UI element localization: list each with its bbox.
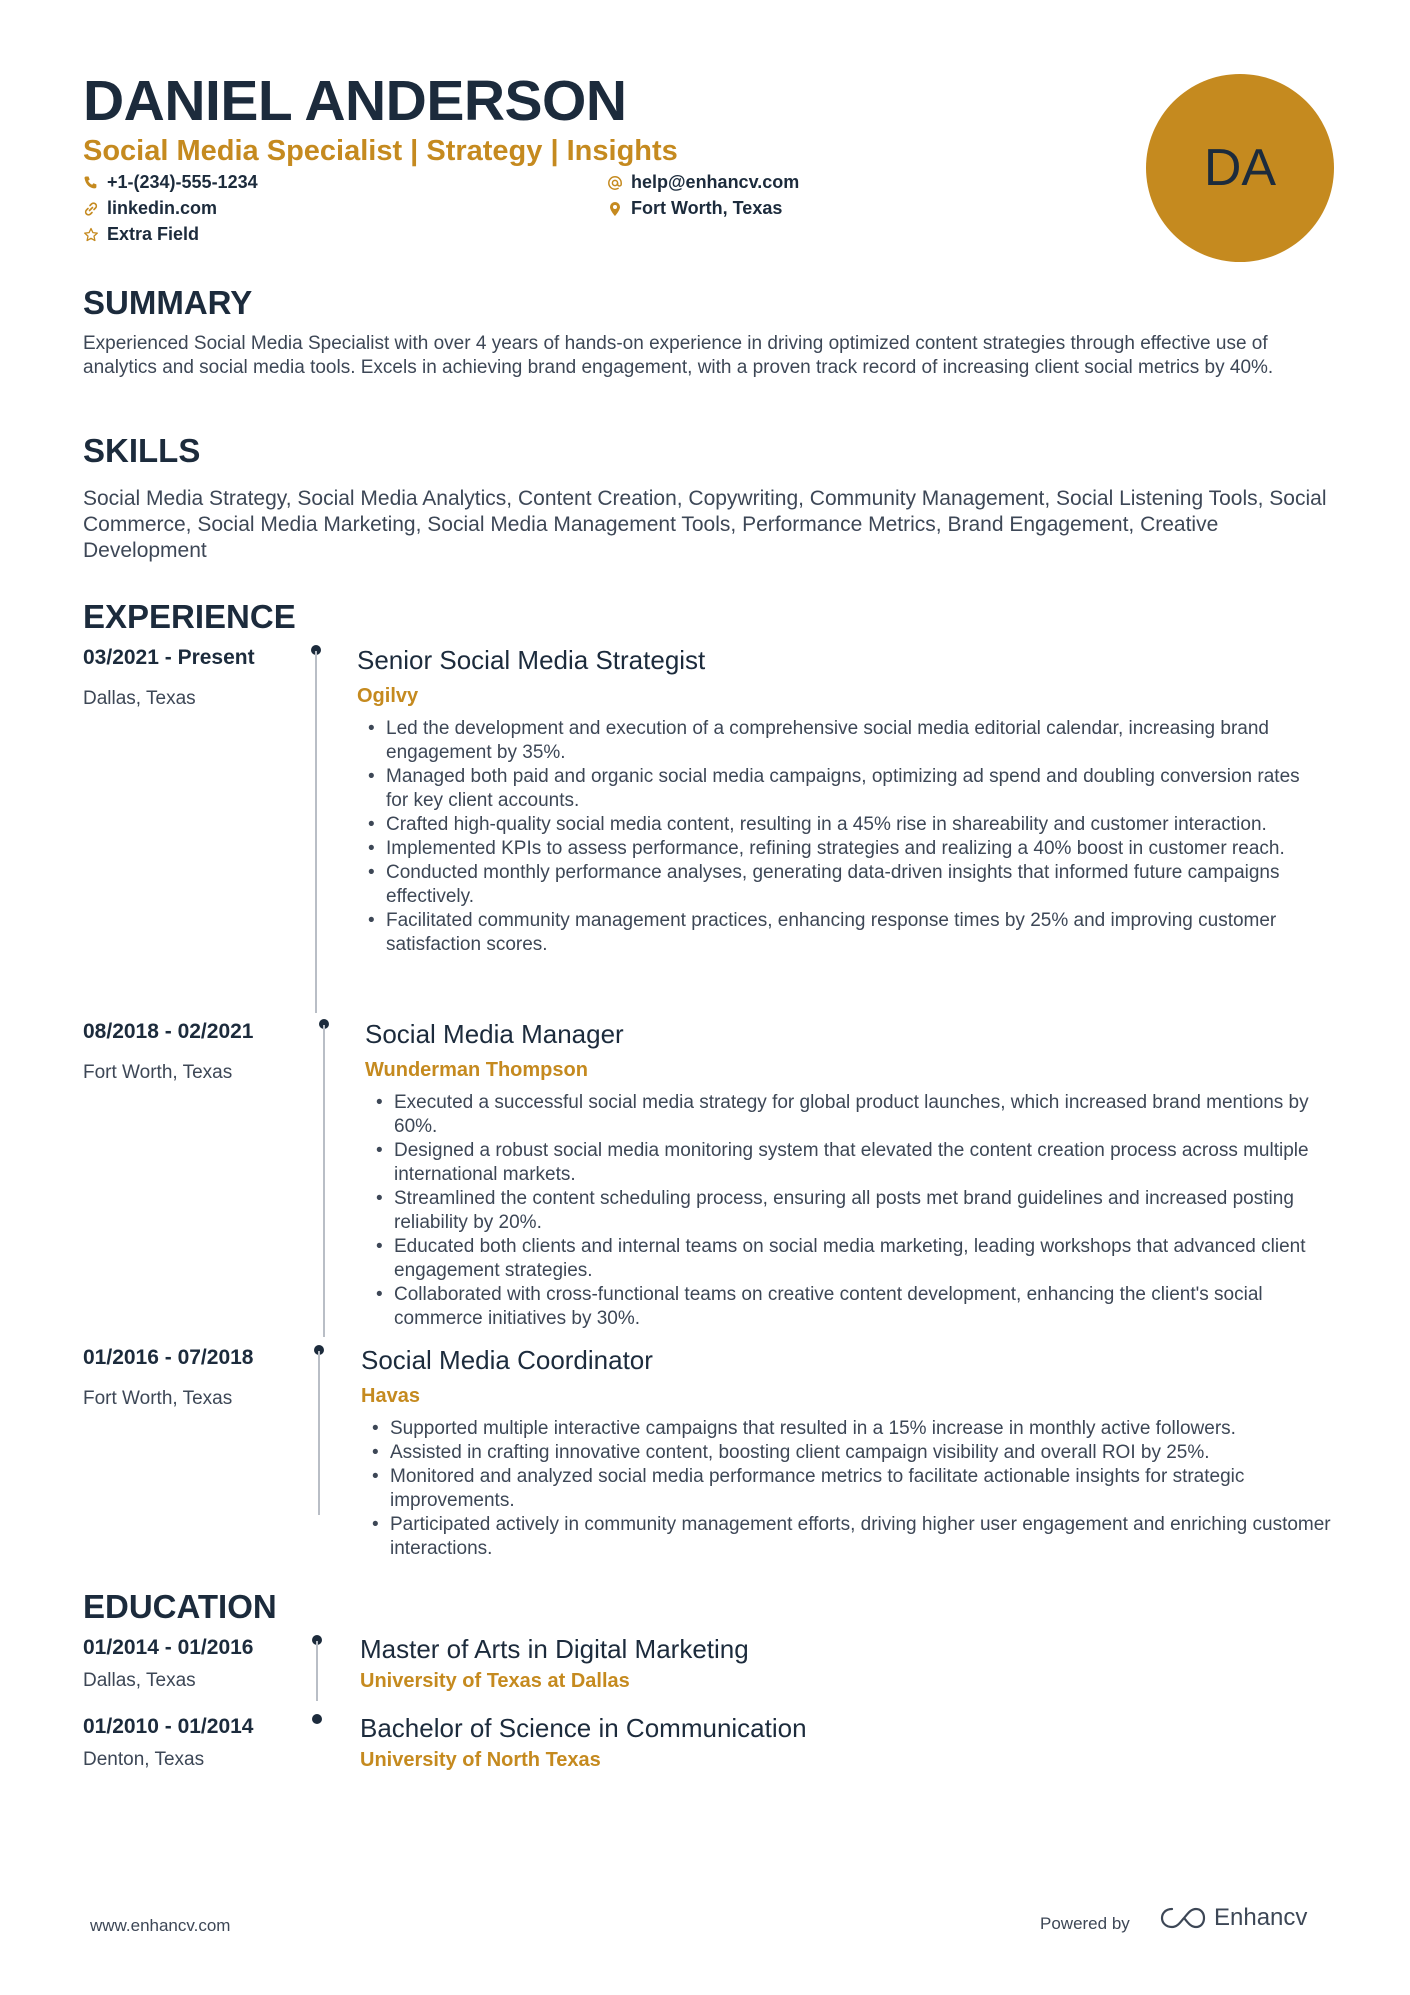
timeline-dot (312, 1714, 322, 1724)
job-location: Fort Worth, Texas (83, 1388, 233, 1409)
education-title: EDUCATION (83, 1588, 277, 1625)
map-pin-icon (607, 201, 623, 217)
brand-logo[interactable] (1160, 1904, 1307, 1932)
job-bullets (364, 717, 1324, 957)
summary-text: Experienced Social Media Specialist with over 4 years of hands-on experience in driving optimized content strategies through effective use of analytics and social media tools. Excels in achieving brand engagement, with a proven track record of increasing client social metrics by 40%. (83, 333, 1274, 378)
bullet-item: • Assisted in crafting innovative content, boosting client campaign visibility and overall ROI by 25%. (368, 1441, 1338, 1465)
contact-extra (83, 224, 199, 245)
job-bullets (372, 1091, 1338, 1331)
at-icon (607, 175, 623, 191)
job-company: Wunderman Thompson (365, 1059, 588, 1081)
job-location: Fort Worth, Texas (83, 1062, 233, 1083)
avatar-initials: DA (1203, 139, 1277, 197)
phone-icon (83, 175, 99, 191)
extra-field-text: Extra Field (107, 224, 200, 244)
timeline-line (318, 1351, 320, 1515)
bullet-item: • Crafted high-quality social media content, resulting in a 45% rise in shareability and customer interaction. (364, 813, 1324, 837)
edu-dates: 01/2010 - 01/2014 (83, 1715, 254, 1738)
contact-phone (83, 172, 258, 193)
summary-title: SUMMARY (83, 284, 253, 321)
edu-degree: Bachelor of Science in Communication (360, 1713, 807, 1743)
timeline-line (316, 1641, 318, 1701)
powered-by-label: Powered by (1040, 1914, 1130, 1933)
email-text[interactable]: help@enhancv.com (631, 172, 800, 192)
contact-linkedin (83, 198, 217, 219)
bullet-item: • Educated both clients and internal teams on social media marketing, leading workshops that advanced client engagement strategies. (372, 1235, 1338, 1283)
bullet-item: • Managed both paid and organic social media campaigns, optimizing ad spend and doubling conversion rates for key client accounts. (364, 765, 1324, 813)
bullet-item: • Conducted monthly performance analyses, generating data-driven insights that informed future campaigns effectively. (364, 861, 1324, 909)
bullet-item: • Participated actively in community management efforts, driving higher user engagement and enriching customer interactions. (368, 1513, 1338, 1561)
timeline-line (323, 1025, 325, 1337)
avatar (1146, 74, 1334, 262)
job-dates: 03/2021 - Present (83, 646, 255, 669)
job-role: Social Media Coordinator (361, 1345, 653, 1375)
job-location: Dallas, Texas (83, 688, 196, 709)
experience-title: EXPERIENCE (83, 598, 296, 635)
bullet-item: • Collaborated with cross-functional teams on creative content development, enhancing the client's social commerce initiatives by 30%. (372, 1283, 1338, 1331)
bullet-item: • Executed a successful social media strategy for global product launches, which increased brand mentions by 60%. (372, 1091, 1338, 1139)
edu-location: Dallas, Texas (83, 1670, 196, 1691)
edu-school: University of North Texas (360, 1749, 601, 1771)
job-company: Ogilvy (357, 685, 419, 707)
skills-text: Social Media Strategy, Social Media Analytics, Content Creation, Copywriting, Community Management, Social Listening Tools, Social Commerce, Social Media Marketing, Social Media Management Tools, Performance Metrics, Brand Engagement, Creative Development (83, 487, 1327, 562)
job-bullets (368, 1417, 1338, 1561)
linkedin-text[interactable]: linkedin.com (107, 198, 218, 218)
footer-url[interactable]: www.enhancv.com (90, 1916, 231, 1935)
bullet-item: • Implemented KPIs to assess performance, refining strategies and realizing a 40% boost in customer reach. (364, 837, 1324, 861)
bullet-item: • Streamlined the content scheduling process, ensuring all posts met brand guidelines and increased posting reliability by 20%. (372, 1187, 1338, 1235)
enhancv-logo-icon (1160, 1905, 1206, 1931)
skills-title: SKILLS (83, 432, 201, 469)
edu-dates: 01/2014 - 01/2016 (83, 1636, 254, 1659)
timeline-line (315, 651, 317, 1013)
candidate-name: DANIEL ANDERSON (83, 69, 627, 133)
job-company: Havas (361, 1385, 420, 1407)
location-text: Fort Worth, Texas (631, 198, 783, 218)
edu-school: University of Texas at Dallas (360, 1670, 630, 1692)
job-dates: 01/2016 - 07/2018 (83, 1346, 254, 1369)
job-role: Senior Social Media Strategist (357, 645, 706, 675)
bullet-item: • Designed a robust social media monitoring system that elevated the content creation process across multiple international markets. (372, 1139, 1338, 1187)
contact-location (607, 198, 782, 219)
link-icon (83, 201, 99, 217)
headline: Social Media Specialist | Strategy | Insights (83, 135, 678, 167)
contact-email (607, 172, 799, 193)
edu-location: Denton, Texas (83, 1749, 205, 1770)
bullet-item: • Facilitated community management practices, enhancing response times by 25% and improving customer satisfaction scores. (364, 909, 1324, 957)
brand-name: Enhancv (1214, 1904, 1308, 1931)
phone-text[interactable]: +1-(234)-555-1234 (107, 172, 258, 192)
job-role: Social Media Manager (365, 1019, 624, 1049)
bullet-item: • Supported multiple interactive campaigns that resulted in a 15% increase in monthly active followers. (368, 1417, 1338, 1441)
job-dates: 08/2018 - 02/2021 (83, 1020, 254, 1043)
bullet-item: • Monitored and analyzed social media performance metrics to facilitate actionable insights for strategic improvements. (368, 1465, 1338, 1513)
bullet-item: • Led the development and execution of a comprehensive social media editorial calendar, increasing brand engagement by 35%. (364, 717, 1324, 765)
edu-degree: Master of Arts in Digital Marketing (360, 1634, 749, 1664)
star-icon (83, 227, 99, 243)
